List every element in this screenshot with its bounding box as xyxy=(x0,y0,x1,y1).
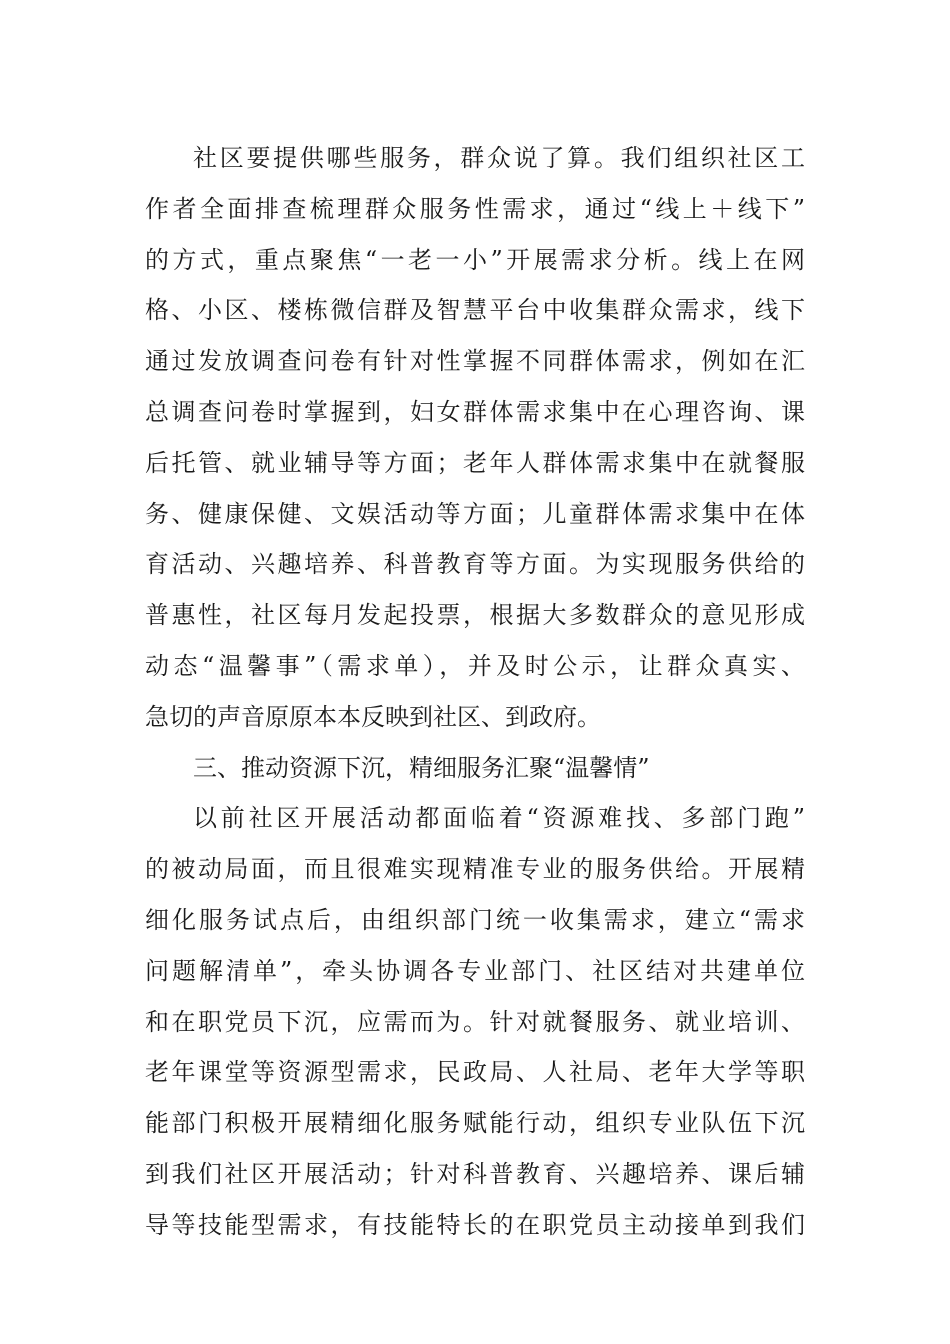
text-line: 的方式，重点聚焦“一老一小”开展需求分析。线上在网 xyxy=(145,245,805,274)
text-line: 细化服务试点后，由组织部门统一收集需求，建立“需求 xyxy=(145,905,805,934)
paragraph-1 xyxy=(145,133,805,743)
text-line: 育活动、兴趣培养、科普教育等方面。为实现服务供给的 xyxy=(145,550,805,579)
text-line: 急切的声音原原本本反映到社区、到政府。 xyxy=(145,702,601,731)
text-line: 务、健康保健、文娱活动等方面；儿童群体需求集中在体 xyxy=(145,499,805,528)
paragraph-2 xyxy=(145,793,805,1250)
text-line: 问题解清单”，牵头协调各专业部门、社区结对共建单位 xyxy=(145,956,805,985)
text-line: 动态“温馨事”（需求单），并及时公示，让群众真实、 xyxy=(145,651,805,680)
text-line: 以前社区开展活动都面临着“资源难找、多部门跑” xyxy=(193,804,805,833)
text-line: 的被动局面，而且很难实现精准专业的服务供给。开展精 xyxy=(145,855,805,884)
text-line: 导等技能型需求，有技能特长的在职党员主动接单到我们 xyxy=(145,1210,805,1239)
text-line: 社区要提供哪些服务，群众说了算。我们组织社区工 xyxy=(193,144,805,172)
text-line: 普惠性，社区每月发起投票，根据大多数群众的意见形成 xyxy=(145,601,805,630)
text-line: 后托管、就业辅导等方面；老年人群体需求集中在就餐服 xyxy=(145,448,805,477)
text-line: 老年课堂等资源型需求，民政局、人社局、老年大学等职 xyxy=(145,1058,805,1087)
text-line: 作者全面排查梳理群众服务性需求，通过“线上＋线下” xyxy=(145,194,805,223)
text-line: 能部门积极开展精细化服务赋能行动，组织专业队伍下沉 xyxy=(145,1109,805,1138)
heading-line: 三、推动资源下沉，精细服务汇聚“温馨情” xyxy=(193,753,650,782)
text-line: 到我们社区开展活动；针对科普教育、兴趣培养、课后辅 xyxy=(145,1159,805,1188)
text-line: 格、小区、楼栋微信群及智慧平台中收集群众需求，线下 xyxy=(145,296,805,325)
text-line: 总调查问卷时掌握到，妇女群体需求集中在心理咨询、课 xyxy=(145,397,805,426)
section-heading xyxy=(145,743,805,794)
document-page xyxy=(145,133,805,1251)
text-line: 和在职党员下沉，应需而为。针对就餐服务、就业培训、 xyxy=(145,1007,805,1036)
text-line: 通过发放调查问卷有针对性掌握不同群体需求，例如在汇 xyxy=(145,347,805,376)
